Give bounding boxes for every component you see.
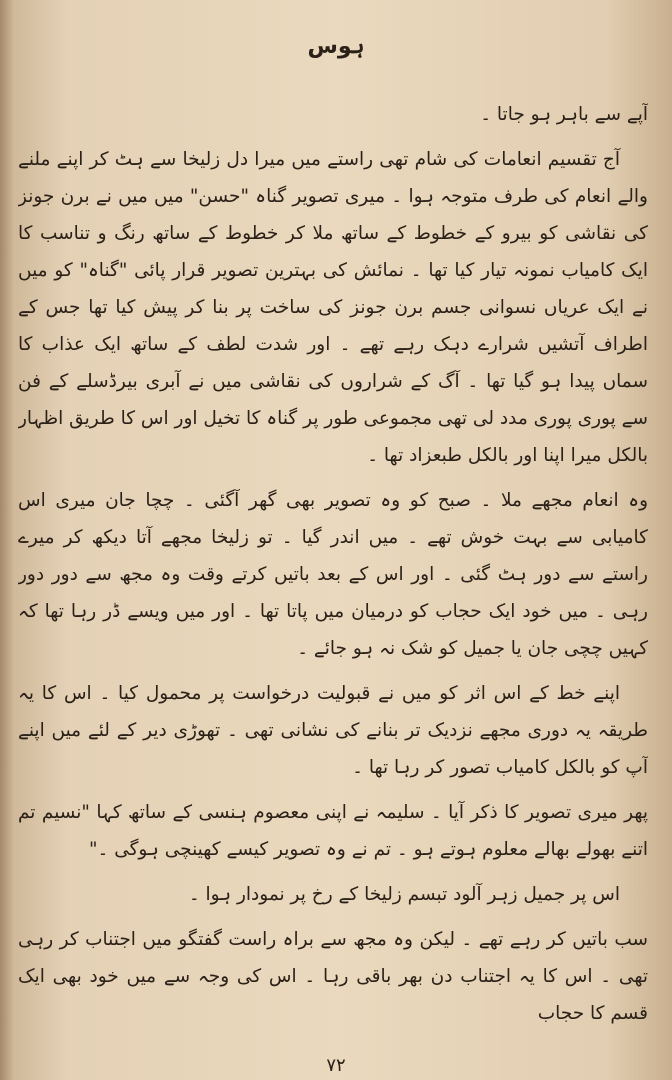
paragraph-1: آپے سے باہر ہو جاتا ۔ [480,104,648,125]
page-number: ۷۲ [326,1055,346,1076]
paragraph-2: آج تقسیم انعامات کی شام تھی راستے میں میرا دل زلیخا سے ہٹ کر اپنے ملنے والے انعام کی طرف متوجہ ہوا ۔ میری تصویر گناہ "حسن" میں میں نے برن جونز کی نقاشی کو بیرو کے خطوط کے ساتھ ملا کر خطوط کے ساتھ رنگ و تناسب کا ایک کامیاب نمونہ تیار کیا تھا ۔ نمائش کی بہترین تصویر قرار پائی "گناہ" کو میں نے ایک عریاں نسوانی جسم برن جونز کی ساخت پر بنا کر پیش کیا تھا جس کے اطراف آتشیں شرارے دہک رہے تھے ۔ اور شدت لطف کے ساتھ ایک عذاب کا سماں پیدا ہو گیا تھا ۔ آگ کے شراروں کی نقاشی میں نے آبری بیرڈسلے کے فن سے پوری پوری مدد لی تھی مجموعی طور پر گناہ کا تخیل اور اس کا طریق اظہار بالکل میرا اپنا اور بالکل طبعزاد تھا ۔ [18,149,648,466]
paragraph-3: وہ انعام مجھے ملا ۔ صبح کو وہ تصویر بھی گھر آگئی ۔ چچا جان میری اس کامیابی سے بہت خوش تھے ۔ میں اندر گیا ۔ تو زلیخا مجھے آتا دیکھ کر میرے راستے سے دور ہٹ گئی ۔ اور اس کے بعد باتیں کرتے وقت وہ مجھ سے دور دور رہی ۔ میں خود ایک حجاب کو درمیان میں پاتا تھا ۔ اور میں ویسے ڈر رہا تھا کہ کہیں چچی جان یا جمیل کو شک نہ ہو جائے ۔ [18,490,648,659]
page-body [18,96,648,1036]
paragraph-6: اس پر جمیل زہر آلود تبسم زلیخا کے رخ پر نمودار ہوا ۔ [188,884,620,905]
running-header: ہوس [307,34,365,59]
page-gutter-shadow [0,0,14,1080]
paragraph-7: سب باتیں کر رہے تھے ۔ لیکن وہ مجھ سے براہ راست گفتگو میں اجتناب کر رہی تھی ۔ اس کا یہ اجتناب دن بھر باقی رہا ۔ اس کی وجہ سے میں خود بھی ایک قسم کا حجاب [18,929,648,1024]
paragraph-5: پھر میری تصویر کا ذکر آیا ۔ سلیمہ نے اپنی معصوم ہنسی کے ساتھ کہا "نسیم تم اتنے بھولے بھالے معلوم ہوتے ہو ۔ تم نے وہ تصویر کیسے کھینچی ہوگی ۔" [18,802,648,860]
paragraph-4: اپنے خط کے اس اثر کو میں نے قبولیت درخواست پر محمول کیا ۔ اس کا یہ طریقہ یہ دوری مجھے نزدیک تر بنانے کی نشانی تھی ۔ تھوڑی دیر کے لئے میں اپنے آپ کو بالکل کامیاب تصور کر رہا تھا ۔ [18,683,648,778]
